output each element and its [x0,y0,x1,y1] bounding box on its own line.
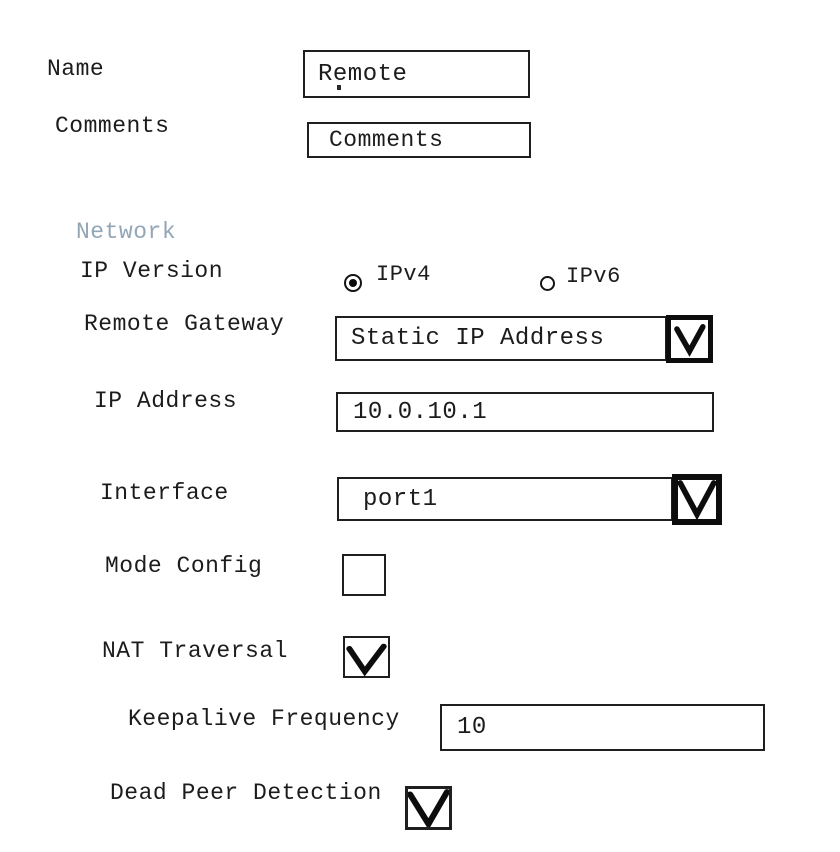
interface-value: port1 [363,485,438,513]
mode-config-label: Mode Config [105,553,263,579]
name-input[interactable] [303,50,530,98]
chevron-down-icon [678,480,716,519]
remote-gateway-label: Remote Gateway [84,311,285,337]
ipv4-radio[interactable] [344,274,362,292]
network-section-title: Network [76,219,177,245]
ipv6-radio[interactable] [540,276,555,291]
interface-select[interactable] [337,477,673,521]
keepalive-frequency-input[interactable] [440,704,765,751]
comments-input[interactable] [307,122,531,158]
remote-gateway-value: Static IP Address [351,325,605,352]
remote-gateway-dropdown-button[interactable] [666,315,713,363]
ip-version-label: IP Version [80,258,224,284]
ipv4-radio-label[interactable]: IPv4 [376,262,431,287]
comments-label: Comments [55,113,170,139]
checkmark-icon [408,789,449,827]
chevron-down-icon [671,320,708,358]
nat-traversal-label: NAT Traversal [102,638,288,664]
interface-label: Interface [100,480,229,506]
remote-gateway-select[interactable] [335,316,667,361]
ipv6-radio-label[interactable]: IPv6 [566,264,621,289]
ip-address-input[interactable] [336,392,714,432]
dead-peer-detection-checkbox[interactable] [405,786,452,830]
text-caret-artifact [337,85,341,90]
nat-traversal-checkbox[interactable] [343,636,390,678]
keepalive-frequency-label: Keepalive Frequency [128,706,400,732]
interface-dropdown-button[interactable] [672,474,722,525]
name-label: Name [47,56,105,82]
ip-address-label: IP Address [94,388,238,414]
dead-peer-detection-label: Dead Peer Detection [110,780,382,806]
checkmark-icon [345,638,388,676]
ipv4-radio-dot [349,279,357,287]
mode-config-checkbox[interactable] [342,554,386,596]
